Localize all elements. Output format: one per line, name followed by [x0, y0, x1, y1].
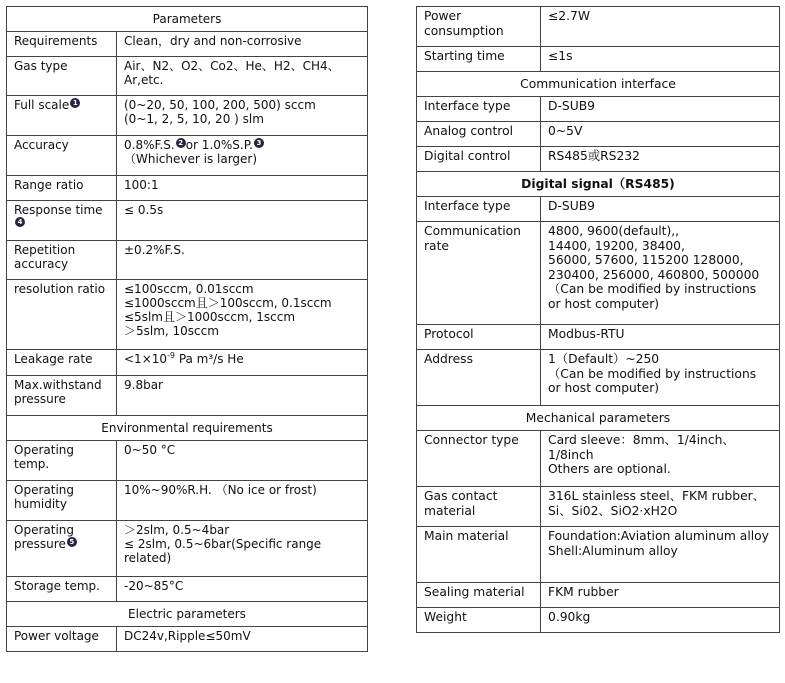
value-full-scale: (0~20, 50, 100, 200, 500) sccm (0~1, 2, 5, 10, 20 ) slm [117, 96, 368, 136]
section-mechanical: Mechanical parameters [417, 406, 780, 431]
value-leakage [117, 350, 368, 376]
value-op-humidity: 10%~90%R.H. （No ice or frost) [117, 481, 368, 521]
value-comm-rate: 4800, 9600(default),, 14400, 19200, 38400, 56000, 57600, 115200 128000, 230400, 256000, 460800, 500000 （Can be modified by instructions or host computer) [541, 222, 780, 325]
label-leakage: Leakage rate [7, 350, 117, 376]
specs-table-right [416, 6, 780, 633]
section-electric: Electric parameters [7, 602, 368, 627]
value-response-time: ≤ 0.5s [117, 201, 368, 241]
label-op-temp: Operating temp. [7, 441, 117, 481]
label-sealing-material: Sealing material [417, 583, 541, 608]
value-digital-control: RS485或RS232 [541, 147, 780, 172]
label-starting-time: Starting time [417, 47, 541, 72]
value-interface-type: D-SUB9 [541, 97, 780, 122]
label-response-time [7, 201, 117, 241]
label-address: Address [417, 350, 541, 406]
label-op-pressure [7, 521, 117, 577]
value-op-temp: 0~50 °C [117, 441, 368, 481]
label-main-material: Main material [417, 527, 541, 583]
label-accuracy: Accuracy [7, 136, 117, 176]
label-comm-rate: Communication rate [417, 222, 541, 325]
value-op-pressure: ＞2slm, 0.5~4bar ≤ 2slm, 0.5~6bar(Specific range related) [117, 521, 368, 577]
label-repetition: Repetition accuracy [7, 241, 117, 280]
label-max-pressure: Max.withstand pressure [7, 376, 117, 416]
label-gas-contact: Gas contact material [417, 487, 541, 527]
note-badge-1: 1 [70, 98, 80, 108]
value-connector-type: Card sleeve：8mm、1/4inch、1/8inch Others are optional. [541, 431, 780, 487]
response-time-label-text: Response time [14, 203, 103, 217]
label-resolution: resolution ratio [7, 280, 117, 350]
value-requirements: Clean，dry and non-corrosive [117, 32, 368, 57]
label-power-consumption: Power consumption [417, 7, 541, 47]
label-protocol: Protocol [417, 325, 541, 350]
leakage-base: <1×10 [124, 352, 168, 366]
value-accuracy [117, 136, 368, 176]
label-connector-type: Connector type [417, 431, 541, 487]
value-gas-contact: 316L stainless steel、FKM rubber、Si、Si02、SiO2·xH2O [541, 487, 780, 527]
value-max-pressure: 9.8bar [117, 376, 368, 416]
label-op-humidity: Operating humidity [7, 481, 117, 521]
value-digital-interface-type: D-SUB9 [541, 197, 780, 222]
note-badge-4: 4 [15, 217, 25, 227]
label-gas-type: Gas type [7, 57, 117, 96]
section-digital-signal: Digital signal（RS485) [417, 172, 780, 197]
label-digital-interface-type: Interface type [417, 197, 541, 222]
section-parameters: Parameters [7, 7, 368, 32]
value-power-voltage: DC24v,Ripple≤50mV [117, 627, 368, 652]
label-range-ratio: Range ratio [7, 176, 117, 201]
value-storage-temp: -20~85°C [117, 577, 368, 602]
accuracy-sp: or 1.0%S.P. [185, 138, 253, 152]
label-interface-type: Interface type [417, 97, 541, 122]
accuracy-fs: 0.8%F.S. [124, 138, 175, 152]
label-digital-control: Digital control [417, 147, 541, 172]
note-badge-3: 3 [254, 138, 264, 148]
leakage-unit: Pa m³/s He [175, 352, 244, 366]
value-main-material: Foundation:Aviation aluminum alloy Shell:Aluminum alloy [541, 527, 780, 583]
value-weight: 0.90kg [541, 608, 780, 633]
value-range-ratio: 100:1 [117, 176, 368, 201]
label-analog-control: Analog control [417, 122, 541, 147]
value-protocol: Modbus-RTU [541, 325, 780, 350]
value-repetition: ±0.2%F.S. [117, 241, 368, 280]
leakage-exponent: -9 [167, 351, 175, 360]
value-analog-control: 0~5V [541, 122, 780, 147]
label-requirements: Requirements [7, 32, 117, 57]
label-power-voltage: Power voltage [7, 627, 117, 652]
label-storage-temp: Storage temp. [7, 577, 117, 602]
accuracy-note: （Whichever is larger) [124, 152, 258, 166]
label-full-scale [7, 96, 117, 136]
value-resolution: ≤100sccm, 0.01sccm ≤1000sccm且＞100sccm, 0.1sccm ≤5slm且＞1000sccm, 1sccm ＞5slm, 10sccm [117, 280, 368, 350]
parameters-table [6, 6, 368, 652]
value-gas-type: Air、N2、O2、Co2、He、H2、CH4、Ar,etc. [117, 57, 368, 96]
section-environmental: Environmental requirements [7, 416, 368, 441]
value-starting-time: ≤1s [541, 47, 780, 72]
value-power-consumption: ≤2.7W [541, 7, 780, 47]
value-sealing-material: FKM rubber [541, 583, 780, 608]
note-badge-5: 5 [67, 537, 77, 547]
note-badge-2: 2 [176, 138, 186, 148]
label-weight: Weight [417, 608, 541, 633]
value-address: 1（Default）~250 （Can be modified by instructions or host computer) [541, 350, 780, 406]
section-communication: Communication interface [417, 72, 780, 97]
full-scale-label-text: Full scale [14, 98, 70, 112]
op-pressure-label-text: Operating pressure [14, 523, 74, 551]
